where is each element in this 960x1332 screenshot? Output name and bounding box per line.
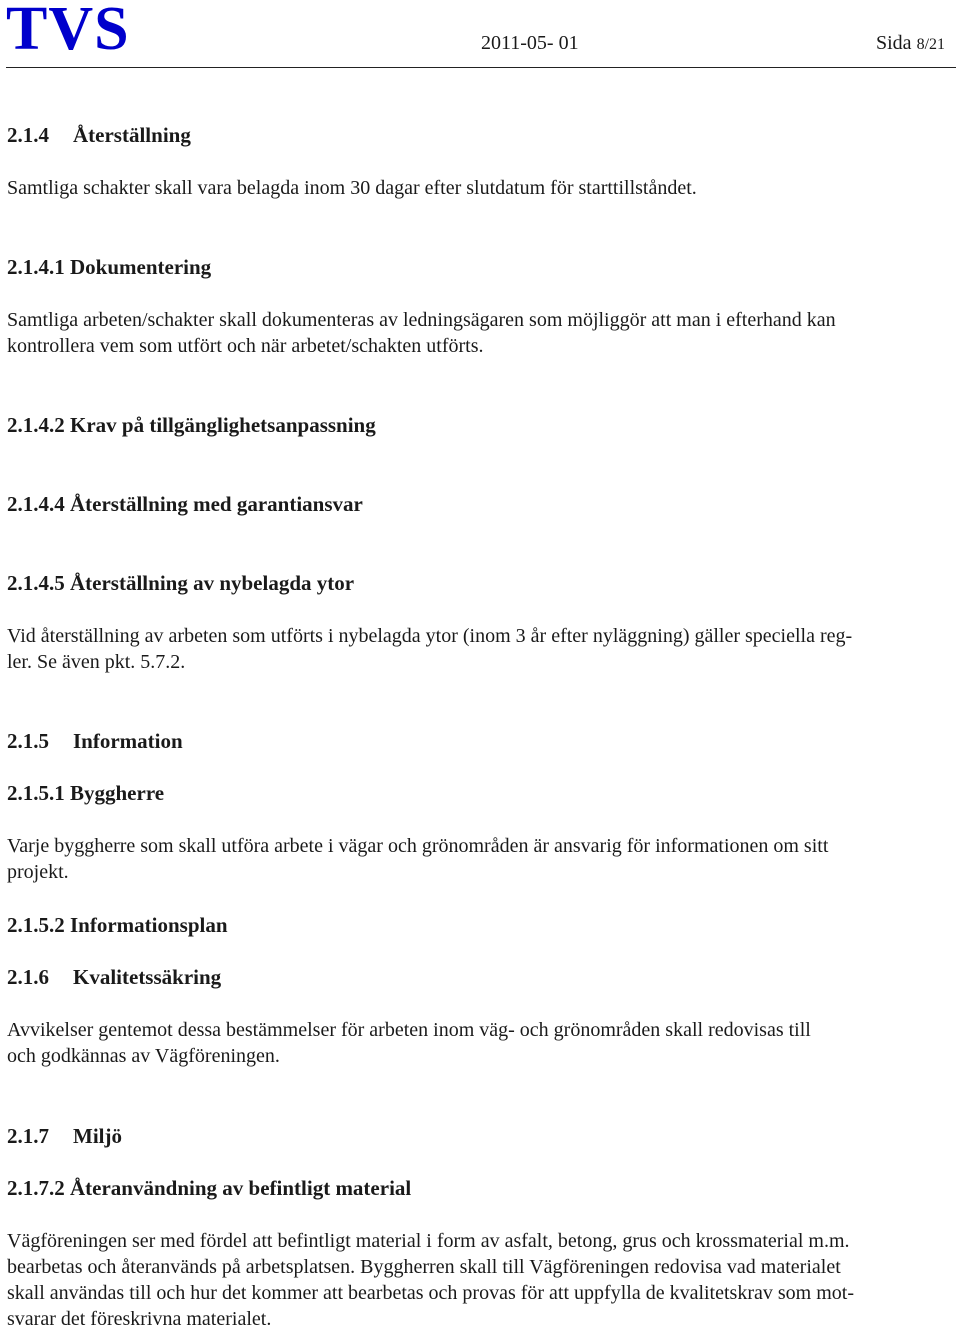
heading-2-1-4-4: 2.1.4.4 Återställning med garantiansvar — [7, 492, 363, 516]
section-number: 2.1.4 — [7, 123, 49, 147]
section-title: Information — [73, 729, 183, 753]
paragraph-2-1-4 — [7, 175, 952, 201]
heading-2-1-4 — [7, 123, 191, 148]
text-line: Vägföreningen ser med fördel att befintligt material i form av asfalt, betong, grus och krossmaterial m.m. — [7, 1230, 850, 1252]
paragraph-2-1-4-5 — [7, 623, 952, 675]
heading-2-1-4-1: 2.1.4.1 Dokumentering — [7, 255, 212, 279]
section-title: Kvalitetssäkring — [73, 965, 222, 989]
heading-2-1-5-2: 2.1.5.2 Informationsplan — [7, 913, 228, 937]
heading-2-1-7 — [7, 1124, 122, 1149]
paragraph-2-1-6 — [7, 1017, 952, 1069]
text-line: Avvikelser gentemot dessa bestämmelser för arbeten inom väg- och grönområden skall redovisas till — [7, 1019, 811, 1041]
section-title: Återställning — [73, 123, 191, 147]
heading-2-1-4-5: 2.1.4.5 Återställning av nybelagda ytor — [7, 571, 355, 595]
text-line: skall användas till och hur det kommer att bearbetas och provas för att uppfylla de kvalitetskrav som mot- — [7, 1282, 854, 1304]
section-number: 2.1.7 — [7, 1124, 49, 1148]
text-line: projekt. — [7, 861, 69, 883]
page-number: 8/21 — [916, 36, 946, 53]
heading-2-1-5-1: 2.1.5.1 Byggherre — [7, 781, 165, 805]
section-number: 2.1.6 — [7, 965, 49, 989]
heading-2-1-5 — [7, 729, 183, 754]
text-line: bearbetas och återanvänds på arbetsplatsen. Byggherren skall till Vägföreningen redovisa vad materialet — [7, 1256, 841, 1278]
heading-2-1-6 — [7, 965, 221, 990]
text-line: Vid återställning av arbeten som utförts i nybelagda ytor (inom 3 år efter nyläggning) gäller speciella reg- — [7, 625, 853, 647]
section-number: 2.1.5 — [7, 729, 49, 753]
tvs-logo: TVS — [6, 0, 130, 63]
page-label: Sida — [876, 32, 912, 54]
text-line: ler. Se även pkt. 5.7.2. — [7, 651, 186, 673]
text-line: Samtliga schakter skall vara belagda inom 30 dagar efter slutdatum för starttillståndet. — [7, 177, 697, 199]
text-line: Varje byggherre som skall utföra arbete i vägar och grönområden är ansvarig för informationen om sitt — [7, 835, 829, 857]
text-line: svarar det föreskrivna materialet. — [7, 1308, 272, 1330]
text-line: Samtliga arbeten/schakter skall dokumenteras av ledningsägaren som möjliggör att man i efterhand kan — [7, 309, 836, 331]
header-divider — [6, 67, 956, 68]
section-title: Miljö — [73, 1124, 122, 1148]
page-indicator — [876, 32, 945, 55]
paragraph-2-1-7-2 — [7, 1228, 952, 1332]
paragraph-2-1-4-1 — [7, 307, 952, 359]
heading-2-1-7-2: 2.1.7.2 Återanvändning av befintligt material — [7, 1176, 412, 1200]
text-line: och godkännas av Vägföreningen. — [7, 1045, 280, 1067]
heading-2-1-4-2: 2.1.4.2 Krav på tillgänglighetsanpassning — [7, 413, 376, 437]
document-date: 2011-05- 01 — [481, 32, 579, 54]
paragraph-2-1-5-1 — [7, 833, 952, 885]
text-line: kontrollera vem som utfört och när arbetet/schakten utförts. — [7, 335, 484, 357]
